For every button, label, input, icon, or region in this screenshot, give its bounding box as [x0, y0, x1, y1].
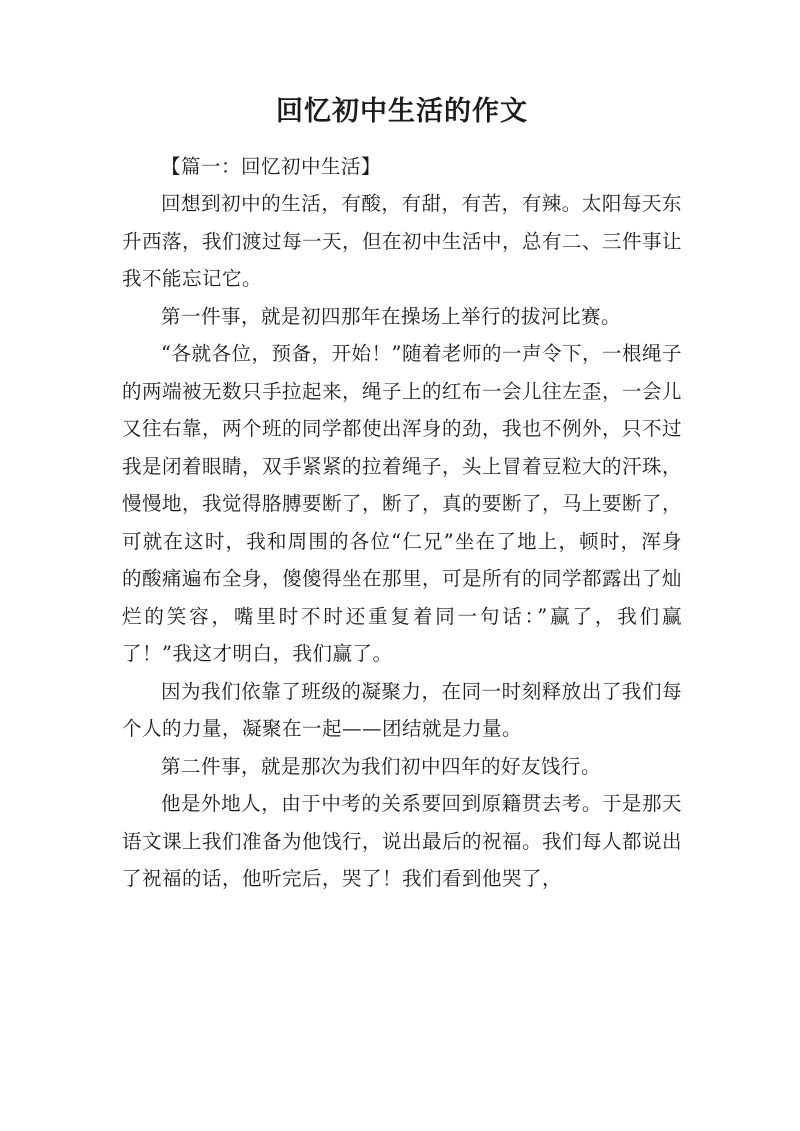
paragraph-tug-of-war: “各就各位，预备，开始！”随着老师的一声令下，一根绳子的两端被无数只手拉起来，绳子上的红布一会儿往左歪，一会儿又往右靠，两个班的同学都使出浑身的劲，我也不例外，只不过我是闭着眼睛，双手紧紧的拉着绳子，头上冒着豆粒大的汗珠，慢慢地，我觉得胳膊要断了，断了，真的要断了，马上要断了，可就在这时，我和周围的各位“仁兄”坐在了地上，顿时，浑身的酸痛遍布全身，傻傻得坐在那里，可是所有的同学都露出了灿烂的笑容，嘴里时不时还重复着同一句话：”赢了，我们赢了！”我这才明白，我们赢了。 — [122, 342, 683, 665]
paragraph-farewell: 他是外地人，由于中考的关系要回到原籍贯去考。于是那天语文课上我们准备为他饯行，说出最后的祝福。我们每人都说出了祝福的话，他听完后，哭了！我们看到他哭了， — [122, 792, 683, 890]
paragraph-first-event: 第一件事，就是初四那年在操场上举行的拔河比赛。 — [161, 304, 622, 328]
document-title: 回忆初中生活的作文 — [276, 96, 528, 127]
document-page — [122, 92, 682, 898]
paragraph-second-event: 第二件事，就是那次为我们初中四年的好友饯行。 — [161, 754, 602, 778]
section-heading: 【篇一：回忆初中生活】 — [161, 155, 382, 178]
paragraph-intro: 回想到初中的生活，有酸，有甜，有苦，有辣。太阳每天东升西落，我们渡过每一天，但在初中生活中，总有二、三件事让我不能忘记它。 — [122, 192, 683, 290]
paragraph-unity: 因为我们依靠了班级的凝聚力，在同一时刻释放出了我们每个人的力量，凝聚在一起——团结就是力量。 — [122, 679, 682, 740]
